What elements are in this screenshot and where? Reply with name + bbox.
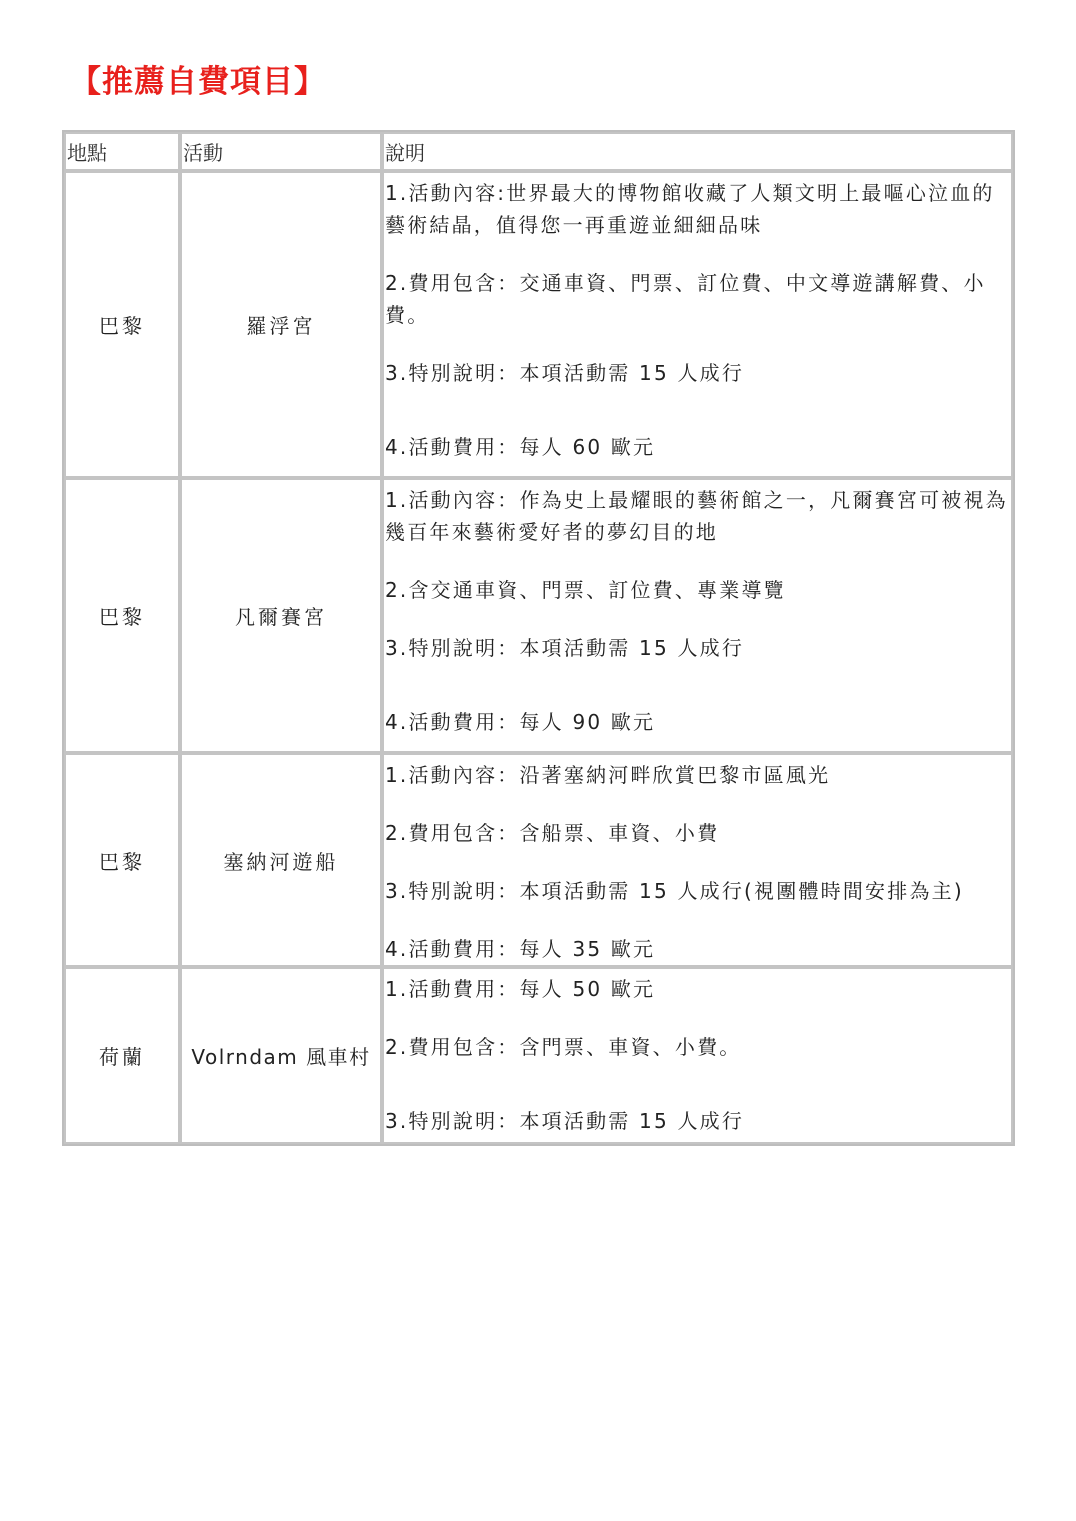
description-item: 4.活動費用：每人 90 歐元 [385, 710, 656, 734]
table-row [64, 967, 1013, 1144]
description-item: 3.特別說明：本項活動需 15 人成行 [385, 1109, 745, 1133]
options-table [64, 132, 1013, 1144]
row-activity: Volrndam 風車村 [180, 967, 382, 1144]
description-item: 1.活動內容:世界最大的博物館收藏了人類文明上最嘔心泣血的藝術結晶，值得您一再重遊並細細品味 [385, 181, 995, 237]
table-row [64, 478, 1013, 753]
description-item: 4.活動費用：每人 60 歐元 [385, 435, 656, 459]
table-row [64, 171, 1013, 478]
row-description [382, 171, 1013, 478]
row-activity: 塞納河遊船 [180, 753, 382, 967]
description-item: 1.活動費用：每人 50 歐元 [385, 977, 656, 1001]
row-activity: 羅浮宮 [180, 171, 382, 478]
description-item: 2.費用包含：含門票、車資、小費。 [385, 1035, 742, 1059]
header-activity: 活動 [180, 132, 382, 171]
description-item: 2.費用包含：含船票、車資、小費 [385, 821, 720, 845]
description-item: 3.特別說明：本項活動需 15 人成行 [385, 636, 745, 660]
description-item: 2.含交通車資、門票、訂位費、專業導覽 [385, 578, 786, 602]
tour-options-table [62, 130, 1015, 1146]
row-location: 巴黎 [64, 753, 180, 967]
description-item: 1.活動內容：沿著塞納河畔欣賞巴黎市區風光 [385, 763, 831, 787]
row-location: 巴黎 [64, 478, 180, 753]
row-activity: 凡爾賽宮 [180, 478, 382, 753]
description-item: 1.活動內容：作為史上最耀眼的藝術館之一，凡爾賽宮可被視為幾百年來藝術愛好者的夢幻目的地 [385, 488, 1008, 544]
description-item: 4.活動費用：每人 35 歐元 [385, 937, 656, 961]
row-location: 荷蘭 [64, 967, 180, 1144]
row-description [382, 753, 1013, 967]
table-row [64, 753, 1013, 967]
row-description [382, 478, 1013, 753]
header-location: 地點 [64, 132, 180, 171]
description-item: 3.特別說明：本項活動需 15 人成行(視團體時間安排為主) [385, 879, 964, 903]
header-description: 說明 [382, 132, 1013, 171]
row-description [382, 967, 1013, 1144]
row-location: 巴黎 [64, 171, 180, 478]
description-item: 3.特別說明：本項活動需 15 人成行 [385, 361, 745, 385]
table-header-row [64, 132, 1013, 171]
description-item: 2.費用包含：交通車資、門票、訂位費、中文導遊講解費、小費。 [385, 271, 986, 327]
page-title: 【推薦自費項目】 [70, 64, 326, 100]
